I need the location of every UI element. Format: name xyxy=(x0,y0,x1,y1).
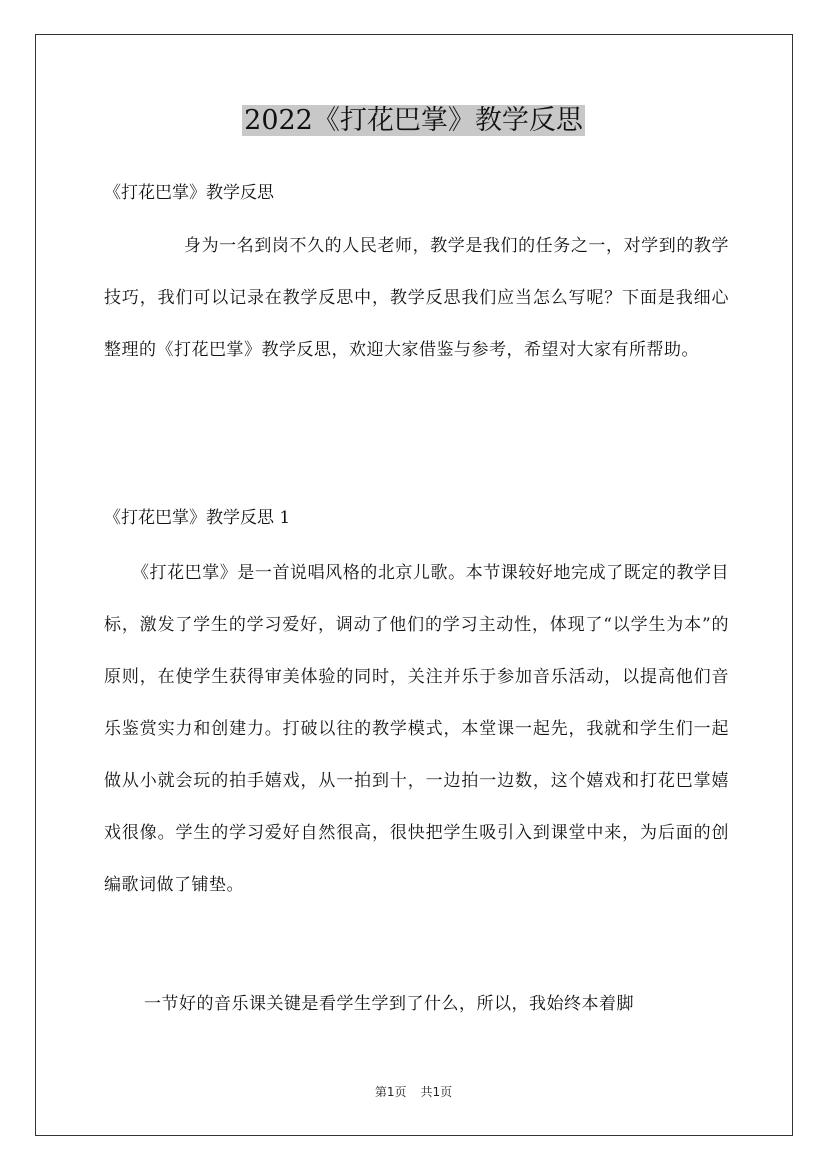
page-number: 第1页 xyxy=(374,1085,407,1099)
section-heading: 《打花巴掌》教学反思 1 xyxy=(104,508,291,528)
document-subtitle: 《打花巴掌》教学反思 xyxy=(104,183,274,203)
document-title xyxy=(0,100,827,142)
body-paragraph-1: 《打花巴掌》是一首说唱风格的北京儿歌。本节课较好地完成了既定的教学目标，激发了学生的学习爱好，调动了他们的学习主动性，体现了“以学生为本”的原则，在使学生获得审美体验的同时，关注并乐于参加音乐活动，以提高他们音乐鉴赏实力和创建力。打破以往的教学模式，本堂课一起先，我就和学生们一起做从小就会玩的拍手嬉戏，从一拍到十，一边拍一边数，这个嬉戏和打花巴掌嬉戏很像。学生的学习爱好自然很高，很快把学生吸引入到课堂中来，为后面的创编歌词做了铺垫。 xyxy=(104,563,729,895)
intro-paragraph: 身为一名到岗不久的人民老师，教学是我们的任务之一，对学到的教学技巧，我们可以记录在教学反思中，教学反思我们应当怎么写呢？下面是我细心整理的《打花巴掌》教学反思，欢迎大家借鉴与参考，希望对大家有所帮助。 xyxy=(104,236,729,360)
page-footer xyxy=(0,1083,827,1101)
page-total: 共1页 xyxy=(420,1085,453,1099)
document-title-text: 2022《打花巴掌》教学反思 xyxy=(244,105,583,136)
body-paragraph-2: 一节好的音乐课关键是看学生学到了什么，所以，我始终本着脚 xyxy=(144,994,634,1014)
